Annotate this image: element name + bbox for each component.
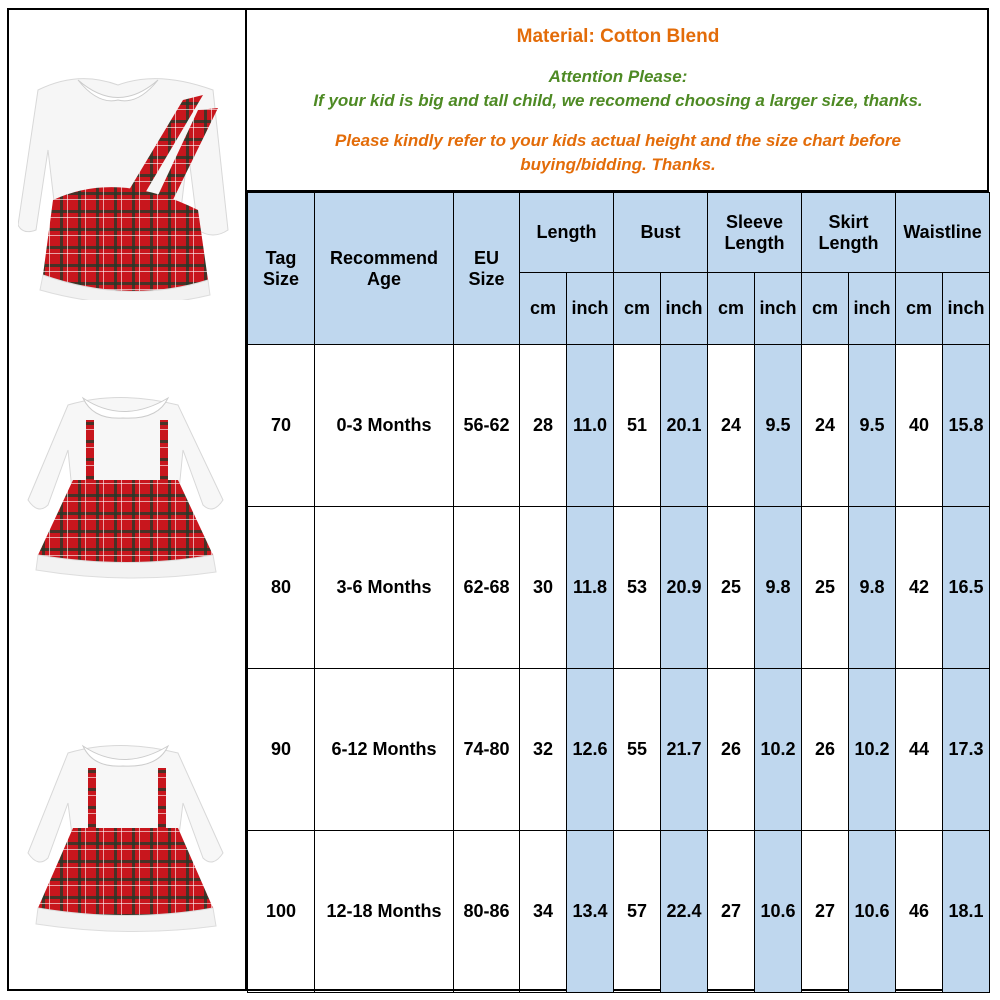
cell-length-inch: 12.6 xyxy=(567,669,614,831)
header-length: Length xyxy=(520,193,614,273)
header-skirt-length: Skirt Length xyxy=(802,193,896,273)
cell-sleeve-cm: 24 xyxy=(708,345,755,507)
cell-bust-inch: 20.1 xyxy=(661,345,708,507)
cell-bust-inch: 21.7 xyxy=(661,669,708,831)
cell-age: 6-12 Months xyxy=(315,669,454,831)
cell-waist-cm: 46 xyxy=(896,831,943,993)
header-eu-size: EU Size xyxy=(454,193,520,345)
table-row xyxy=(248,507,990,669)
cell-age: 0-3 Months xyxy=(315,345,454,507)
unit-inch: inch xyxy=(943,273,990,345)
cell-age: 3-6 Months xyxy=(315,507,454,669)
cell-tag-size: 80 xyxy=(248,507,315,669)
cell-waist-cm: 44 xyxy=(896,669,943,831)
cell-waist-cm: 40 xyxy=(896,345,943,507)
cell-bust-cm: 53 xyxy=(614,507,661,669)
cell-waist-inch: 18.1 xyxy=(943,831,990,993)
cell-skirt-cm: 27 xyxy=(802,831,849,993)
table-row xyxy=(248,831,990,993)
cell-sleeve-cm: 26 xyxy=(708,669,755,831)
cell-length-inch: 13.4 xyxy=(567,831,614,993)
header-waistline: Waistline xyxy=(896,193,990,273)
info-box xyxy=(247,8,989,192)
header-tag-size: Tag Size xyxy=(248,193,315,345)
cell-sleeve-inch: 9.8 xyxy=(755,507,802,669)
product-photo-flatlay xyxy=(18,60,234,300)
cell-length-inch: 11.8 xyxy=(567,507,614,669)
unit-cm: cm xyxy=(802,273,849,345)
cell-eu-size: 56-62 xyxy=(454,345,520,507)
cell-sleeve-cm: 25 xyxy=(708,507,755,669)
cell-bust-cm: 55 xyxy=(614,669,661,831)
cell-waist-inch: 17.3 xyxy=(943,669,990,831)
cell-skirt-inch: 9.5 xyxy=(849,345,896,507)
cell-sleeve-inch: 10.6 xyxy=(755,831,802,993)
cell-eu-size: 74-80 xyxy=(454,669,520,831)
cell-length-cm: 32 xyxy=(520,669,567,831)
unit-inch: inch xyxy=(661,273,708,345)
header-sleeve-length: Sleeve Length xyxy=(708,193,802,273)
table-row xyxy=(248,345,990,507)
cell-bust-cm: 51 xyxy=(614,345,661,507)
cell-length-cm: 30 xyxy=(520,507,567,669)
material-label: Material: Cotton Blend xyxy=(516,26,720,47)
cell-skirt-inch: 10.2 xyxy=(849,669,896,831)
cell-length-cm: 34 xyxy=(520,831,567,993)
cell-sleeve-inch: 10.2 xyxy=(755,669,802,831)
size-chart-table xyxy=(247,192,990,993)
cell-sleeve-inch: 9.5 xyxy=(755,345,802,507)
cell-age: 12-18 Months xyxy=(315,831,454,993)
cell-tag-size: 90 xyxy=(248,669,315,831)
cell-skirt-inch: 9.8 xyxy=(849,507,896,669)
unit-inch: inch xyxy=(849,273,896,345)
unit-cm: cm xyxy=(614,273,661,345)
cell-waist-cm: 42 xyxy=(896,507,943,669)
cell-sleeve-cm: 27 xyxy=(708,831,755,993)
cell-skirt-cm: 26 xyxy=(802,669,849,831)
cell-bust-cm: 57 xyxy=(614,831,661,993)
attention-text: If your kid is big and tall child, we recomend choosing a larger size, thanks. xyxy=(313,91,923,110)
cell-waist-inch: 15.8 xyxy=(943,345,990,507)
header-bust: Bust xyxy=(614,193,708,273)
cell-eu-size: 80-86 xyxy=(454,831,520,993)
cell-tag-size: 100 xyxy=(248,831,315,993)
unit-cm: cm xyxy=(520,273,567,345)
unit-inch: inch xyxy=(567,273,614,345)
cell-skirt-cm: 25 xyxy=(802,507,849,669)
unit-cm: cm xyxy=(708,273,755,345)
cell-skirt-cm: 24 xyxy=(802,345,849,507)
header-recommend-age: Recommend Age xyxy=(315,193,454,345)
unit-inch: inch xyxy=(755,273,802,345)
cell-bust-inch: 22.4 xyxy=(661,831,708,993)
refer-text: Please kindly refer to your kids actual height and the size chart before buying/bidding. Thanks. xyxy=(335,131,901,174)
cell-bust-inch: 20.9 xyxy=(661,507,708,669)
cell-length-cm: 28 xyxy=(520,345,567,507)
unit-cm: cm xyxy=(896,273,943,345)
cell-tag-size: 70 xyxy=(248,345,315,507)
product-photo-front xyxy=(18,380,234,580)
cell-skirt-inch: 10.6 xyxy=(849,831,896,993)
header-row xyxy=(248,193,990,273)
cell-waist-inch: 16.5 xyxy=(943,507,990,669)
product-photo-angled xyxy=(18,728,234,938)
attention-title: Attention Please: xyxy=(548,67,688,86)
cell-length-inch: 11.0 xyxy=(567,345,614,507)
cell-eu-size: 62-68 xyxy=(454,507,520,669)
table-row xyxy=(248,669,990,831)
